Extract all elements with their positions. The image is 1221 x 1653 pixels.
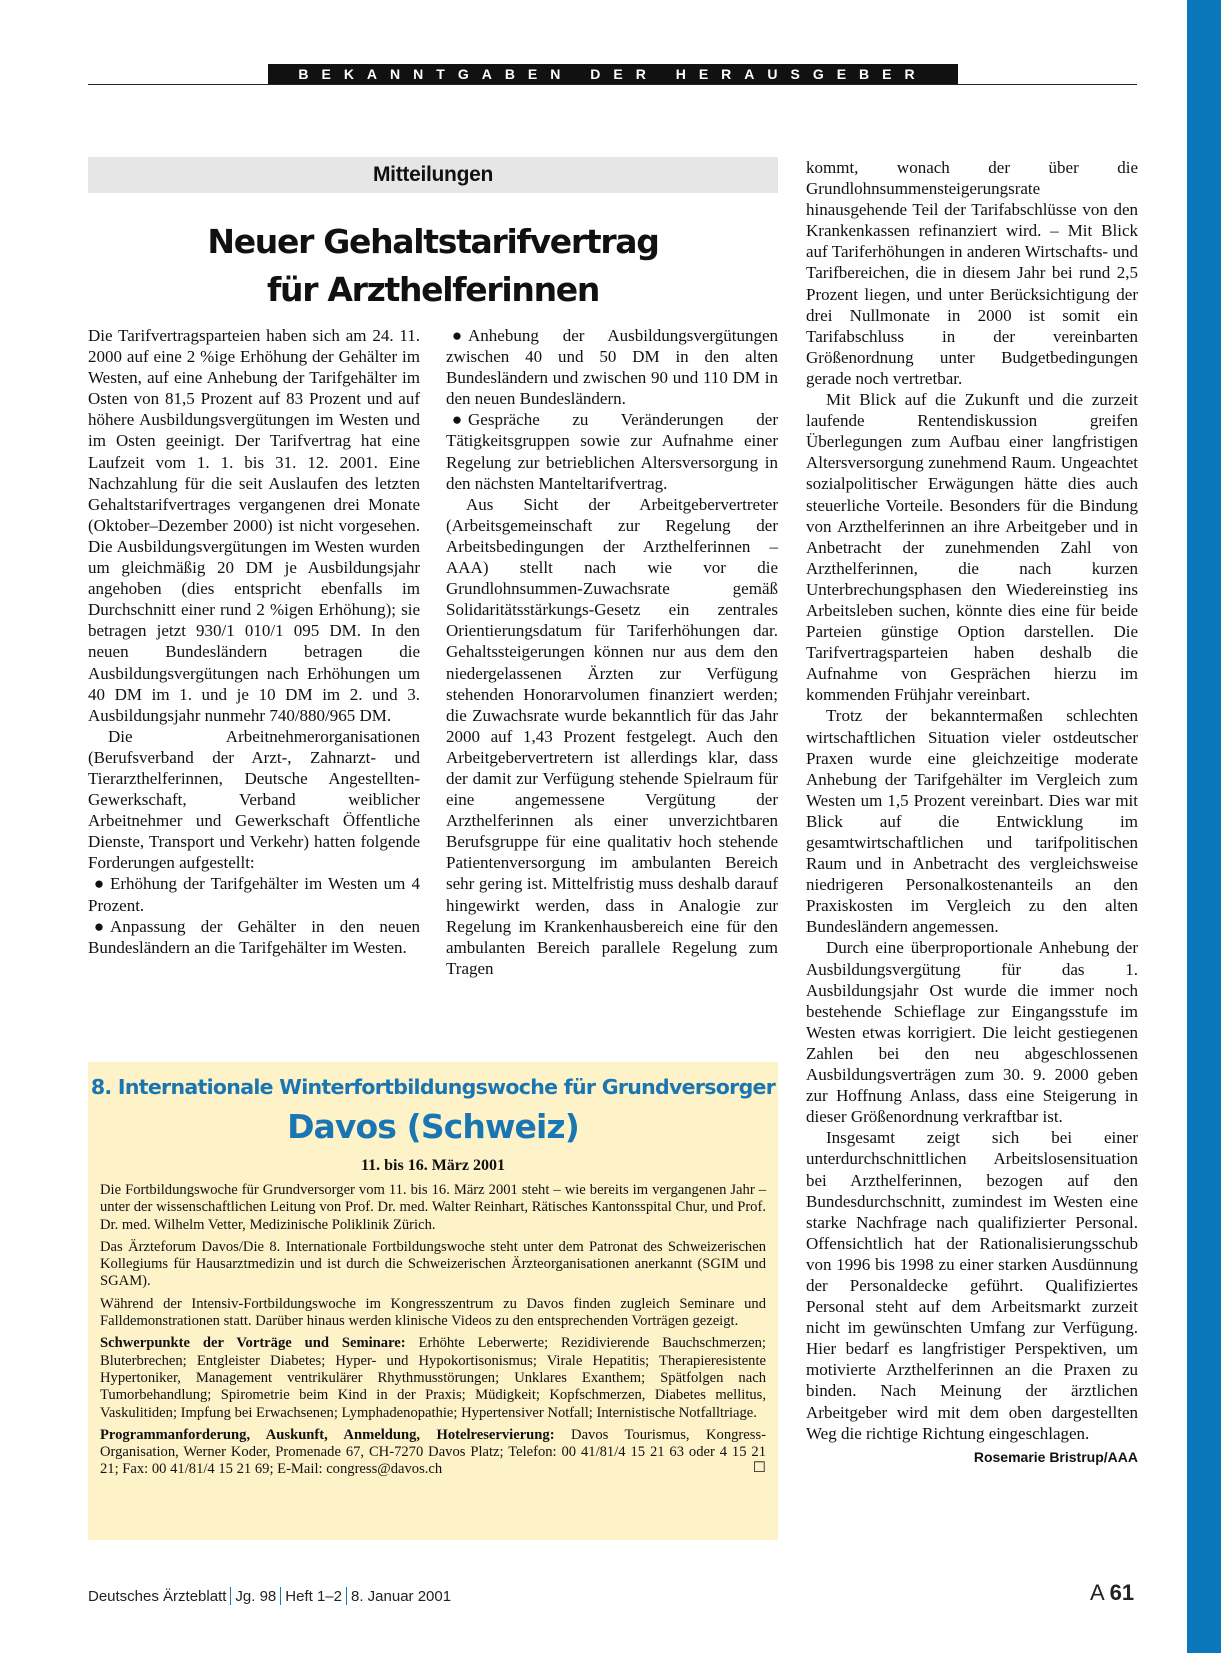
- footer-separator: [346, 1587, 347, 1605]
- journal-issue: Heft 1–2: [285, 1588, 342, 1605]
- section-header: BEKANNTGABEN DER HERAUSGEBER: [268, 64, 958, 84]
- bullet-item: [446, 409, 778, 493]
- topics-label: Schwerpunkte der Vorträge und Seminare:: [100, 1335, 406, 1352]
- bullet-text: Anpassung der Gehälter in den neuen Bundesländern an die Tarifgehälter im Westen.: [88, 916, 420, 957]
- journal-date: 8. Januar 2001: [351, 1588, 452, 1605]
- blue-side-bar: [1187, 0, 1221, 1653]
- bullet-icon: ●: [451, 326, 463, 345]
- bullet-icon: ●: [451, 410, 463, 430]
- event-paragraph: Die Fortbildungswoche für Grundversorger vom 11. bis 16. März 2001 steht – wie bereits im vergangenen Jahr – unter der wissenschaftlichen Leitung von Prof. Dr. med. Walter Reinhart, Rätisches Kantonsspital Chur, und Prof. Dr. med. Wilhelm Vetter, Medizinische Poliklinik Zürich.: [100, 1182, 766, 1233]
- footer: [88, 1587, 451, 1605]
- end-mark-icon: ☐: [752, 1460, 766, 1477]
- header-rule: [88, 84, 1137, 85]
- page-prefix: A: [1090, 1580, 1104, 1605]
- event-paragraph: [100, 1335, 766, 1421]
- contact-text: Davos Tourismus, Kongress-Organisation, Werner Koder, Promenade 67, CH-7270 Davos Platz; Telefon: 00 41/81/4 15 21 63 oder 4 15 21 21; Fax: 00 41/81/4 15 21 69; E-Mail: congress@davos.ch: [100, 1426, 766, 1478]
- paragraph: [806, 1127, 1138, 1465]
- event-announcement-box: [88, 1062, 778, 1540]
- paragraph: Trotz der bekanntermaßen schlechten wirtschaftlichen Situation vieler ostdeutscher Praxen wurde eine gleichzeitige moderate Anhebung der Tarifgehälter im Vergleich zum Westen um 1,5 Prozent vereinbart. Dies war mit Blick auf die Entwicklung im gesamtwirtschaftlichen und tarifpolitischen Raum und in Anbetracht des vergleichsweise niedrigeren Personalkostenanteils an den Praxiskosten im Vergleich zu den alten Bundesländern angemessen.: [806, 706, 1138, 937]
- bullet-icon: ●: [93, 916, 105, 936]
- event-subtitle: 8. Internationale Winterfortbildungswoche für Grundversorger: [90, 1075, 776, 1099]
- event-date: 11. bis 16. März 2001: [361, 1157, 505, 1174]
- paragraph: Aus Sicht der Arbeitgebervertreter (Arbeitsgemeinschaft zur Regelung der Arbeitsbedingungen der Arzthelferinnen – AAA) stellt nach wie vor die Grundlohnsummen-Zuwachsrate gemäß Solidaritätsstärkungs-Gesetz ein zentrales Orientierungsdatum für Tariferhöhungen dar. Gehaltssteigerungen können nur aus dem den niedergelassenen Ärzten zur Verfügung stehenden Honorarvolumen finanziert werden; die Zuwachsrate wurde bekanntlich für das Jahr 2000 auf 1,43 Prozent festgelegt. Auch den Arbeitgebervertretern ist allerdings klar, dass der damit zur Verfügung stehende Spielraum für eine angemessene Vergütung der Arzthelferinnen als einer unverzichtbaren Berufsgruppe für eine qualitativ hoch stehende Patientenversorgung im ambulanten Bereich sehr gering ist. Mittelfristig muss deshalb darauf hingewirkt werden, dass in Analogie zur Regelung im Krankenhausbereich eine für den ambulanten Bereich parallele Regelung zum Tragen: [446, 494, 778, 978]
- bullet-text: Gespräche zu Veränderungen der Tätigkeitsgruppen sowie zur Aufnahme einer Regelung zur betrieblichen Altersversorgung in den nächsten Manteltarifvertrag.: [446, 410, 778, 493]
- bullet-text: Erhöhung der Tarifgehälter im Westen um 4 Prozent.: [88, 874, 420, 915]
- contact-label: Programmanforderung, Auskunft, Anmeldung, Hotelreservierung:: [100, 1426, 555, 1443]
- paragraph: Die Arbeitnehmerorganisationen (Berufsverband der Arzt-, Zahnarzt- und Tierarzthelferinnen, Deutsche Angestellten-Gewerkschaft, Verband weiblicher Arbeitnehmer und Gewerkschaft Öffentliche Dienste, Transport und Verkehr) hatten folgende Forderungen aufgestellt:: [88, 726, 420, 873]
- page-number-value: 61: [1109, 1580, 1135, 1605]
- article-column-2: [446, 325, 778, 979]
- event-paragraph: Das Ärzteforum Davos/Die 8. Internationale Fortbildungswoche steht unter dem Patronat des Schweizerischen Kollegiums für Hausarztmedizin und ist durch die Schweizerischen Ärzteorganisationen anerkannt (SGIM und SGAM).: [100, 1238, 766, 1290]
- footer-separator: [230, 1587, 231, 1605]
- journal-name: Deutsches Ärzteblatt: [88, 1588, 227, 1605]
- bullet-text: Anhebung der Ausbildungsvergütungen zwischen 40 und 50 DM in den alten Bundesländern und zwischen 90 und 110 DM in den neuen Bundesländern.: [446, 326, 778, 409]
- author-byline: Rosemarie Bristrup/AAA: [973, 1448, 1138, 1465]
- paragraph: Mit Blick auf die Zukunft und die zurzeit laufende Rentendiskussion greifen Überlegungen zum Aufbau einer langfristigen Altersversorgung zunehmend Raum. Ungeachtet sozialpolitischer Erwägungen hätte dies auch steuerliche Vorteile. Besonders für die Bindung von Arzthelferinnen an ihre Arbeitgeber und in Anbetracht der zunehmenden Zahl von Arzthelferinnen, die nach kurzen Unterbrechungsphasen den Wiedereinstieg ins Arbeitsleben suchen, könnte dies eine für beide Parteien günstige Option darstellen. Die Tarifvertragsparteien haben deshalb die Aufnahme von Gesprächen hierzu im kommenden Frühjahr vereinbart.: [806, 390, 1138, 705]
- article-column-3: [806, 157, 1138, 1468]
- paragraph-text: Insgesamt zeigt sich bei einer unterdurchschnittlichen Arbeitslosensituation bei Arzthelferinnen, bezogen auf den Bundesdurchschnitt, zumindest im Westen eine starke Nachfrage nach qualifizierter Personal. Offensichtlich hat der Rationalisierungsschub von 1996 bis 1998 zu einer starken Ausdünnung der Personaldecke geführt. Qualifiziertes Personal steht auf dem Arbeitsmarkt zurzeit nicht im gewünschten Umfang zur Verfügung. Hier bedarf es langfristiger Perspektiven, um motivierte Arzthelferinnen an die Praxen zu binden. Nach Meinung der ärztlichen Arbeitgeber wird mit dem oben dargestellten Weg die richtige Richtung eingeschlagen.: [806, 1128, 1138, 1443]
- journal-volume: Jg. 98: [235, 1588, 277, 1605]
- bullet-item: [88, 916, 420, 958]
- article-category: Mitteilungen: [88, 157, 778, 193]
- paragraph: Durch eine überproportionale Anhebung der Ausbildungsvergütung für das 1. Ausbildungsjahr Ost wurde die immer noch bestehende Schieflage zur Eingangsstufe im Westen etwas korrigiert. Die leicht gestiegenen Zahlen bei den neu abgeschlossenen Ausbildungsverträgen zum 30. 9. 2000 geben zur Hoffnung Anlass, dass eine Steigerung in dieser Größenordnung verkraftbar ist.: [806, 938, 1138, 1127]
- article-column-1: [88, 325, 420, 958]
- topics-text: Erhöhte Leberwerte; Rezidivierende Bauchschmerzen; Bluterbrechen; Entgleister Diabetes; Hyper- und Hypokortisonismus; Virale Hepatitis; Therapieresistente Hypertoniker, Management ventrikulärer Rhythmusstörungen; Unklares Exanthem; Spätfolgen nach Tumorbehandlung; Spirometrie beim Kind in der Praxis; Müdigkeit; Kopfschmerzen, Diabetes mellitus, Vaskulitiden; Impfung bei Erwachsenen; Lymphadenopathie; Hypertensiver Notfall; Internistische Notfalltriage.: [100, 1335, 766, 1421]
- footer-separator: [280, 1587, 281, 1605]
- article-title: [88, 218, 778, 314]
- event-paragraph: [100, 1427, 766, 1479]
- paragraph: Die Tarifvertragsparteien haben sich am 24. 11. 2000 auf eine 2 %ige Erhöhung der Gehälter im Westen, auf eine Anhebung der Tarifgehälter im Osten von 81,5 Prozent auf 83 Prozent und auf höhere Ausbildungsvergütungen im Westen und im Osten geeinigt. Der Tarifvertrag hat eine Laufzeit vom 1. 1. bis 31. 12. 2001. Eine Nachzahlung für die seit Auslaufen des letzten Gehaltstarifvertrages vergangenen drei Monate (Oktober–Dezember 2000) ist nicht vorgesehen. Die Ausbildungsvergütungen im Westen wurden um gleichmäßig 20 DM je Ausbildungsjahr angehoben (dies entspricht ebenfalls im Durchschnitt einer rund 2 %igen Erhöhung); sie betragen jetzt 930/1 010/1 095 DM. In den neuen Bundesländern betragen die Ausbildungsvergütungen nach Erhöhungen um 40 DM im 1. und je 10 DM im 2. und 3. Ausbildungsjahr nunmehr 740/880/965 DM.: [88, 326, 420, 725]
- event-title: Davos (Schweiz): [287, 1107, 579, 1146]
- event-body: [100, 1182, 766, 1484]
- event-paragraph: Während der Intensiv-Fortbildungswoche im Kongresszentrum zu Davos finden zugleich Seminare und Falldemonstrationen statt. Darüber hinaus werden klinische Videos zu den entsprechenden Vorträgen gezeigt.: [100, 1295, 766, 1330]
- paragraph: kommt, wonach der über die Grundlohnsummensteigerungsrate hinausgehende Teil der Tarifabschlüsse von den Krankenkassen refinanziert wird. – Mit Blick auf Tariferhöhungen in anderen Wirtschafts- und Tarifbereichen, die in diesem Jahr bei rund 2,5 Prozent liegen, und unter Berücksichtigung der drei Nullmonate in 2000 ist somit ein Tarifabschluss in der vereinbarten Größenordnung unter Budgetbedingungen gerade noch vertretbar.: [806, 158, 1138, 388]
- article-title-line-2: für Arzthelferinnen: [266, 270, 600, 309]
- bullet-item: [88, 873, 420, 915]
- article-title-line-1: Neuer Gehaltstarifvertrag: [207, 222, 659, 261]
- bullet-icon: ●: [93, 874, 105, 894]
- page-number: [1090, 1580, 1134, 1606]
- bullet-item: [446, 325, 778, 409]
